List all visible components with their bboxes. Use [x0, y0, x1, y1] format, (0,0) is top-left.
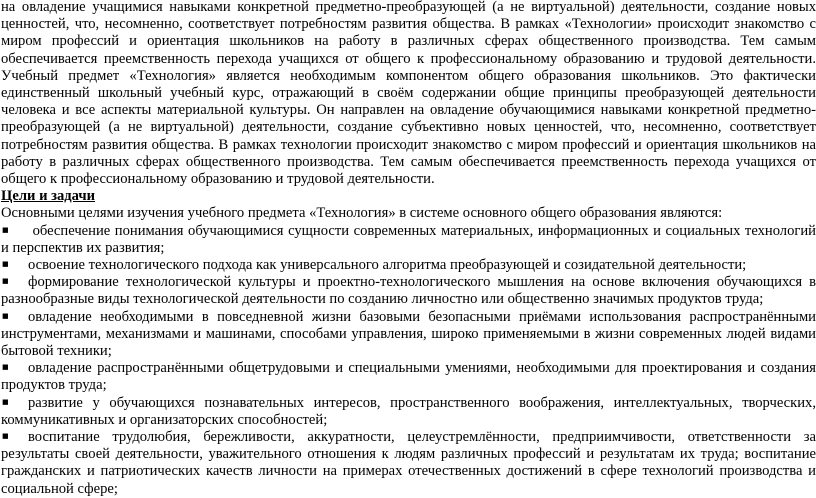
list-item-text: воспитание трудолюбия, бережливости, аккуратности, целеустремлённости, предприимчивости, ответственности за результаты своей деятельности, уважительного отношения к людям различных профессий и результатам их труда; воспитание гражданских и патриотических качеств личности на примерах отечественных достижений в сфере технологий производства и социальной сфере;: [1, 429, 816, 497]
section-heading: Цели и задачи: [1, 188, 96, 205]
list-item: [1, 309, 816, 361]
square-bullet-icon: ■: [2, 260, 9, 269]
list-item-text: формирование технологической культуры и проектно-технологического мышления на основе включения обучающихся в разнообразные виды технологической деятельности по созданию личностно или общественно значимых продуктов труда;: [1, 274, 816, 308]
list-item-text: овладение необходимыми в повседневной жизни базовыми безопасными приёмами использования распространёнными инструментами, механизмами и машинами, способами управления, широко применяемыми в жизни современных людей видами бытовой техники;: [1, 308, 816, 360]
goals-intro: Основными целями изучения учебного предмета «Технология» в системе основного общего образования являются:: [1, 205, 723, 222]
square-bullet-icon: ■: [2, 397, 9, 406]
square-bullet-icon: ■: [2, 277, 9, 286]
square-bullet-icon: ■: [2, 432, 9, 441]
list-item: [1, 360, 816, 394]
list-item: [1, 223, 816, 257]
list-item-text: овладение распространёнными общетрудовыми и специальными умениями, необходимыми для проектирования и создания продуктов труда;: [1, 360, 816, 394]
list-item: [1, 395, 816, 429]
document-page: [1, 0, 816, 498]
list-item-text: освоение технологического подхода как универсального алгоритма преобразующей и созидательной деятельности;: [28, 257, 747, 274]
list-item-text: обеспечение понимания обучающимися сущности современных материальных, информационных и социальных технологий и перспектив их развития;: [1, 222, 816, 256]
list-item-text: развитие у обучающихся познавательных интересов, пространственного воображения, интеллектуальных, творческих, коммуникативных и организаторских способностей;: [1, 394, 816, 428]
list-item: [1, 429, 816, 498]
list-item: [1, 274, 816, 308]
goals-list: [1, 223, 816, 498]
square-bullet-icon: ■: [2, 225, 9, 234]
square-bullet-icon: ■: [2, 311, 9, 320]
list-item: [1, 257, 816, 274]
square-bullet-icon: ■: [2, 363, 9, 372]
intro-paragraph: на овладение учащимися навыками конкретной предметно-преобразующей (а не виртуальной) деятельности, создание новых ценностей, что, несомненно, соответствует потребностям развития общества. В рамках «Технологии» происходит знакомство с миром профессий и ориентация школьников на работу в различных сферах общественного производства. Тем самым обеспечивается преемственность перехода учащихся от общего к профессиональному образованию и трудовой деятельности. Учебный предмет «Технология» является необходимым компонентом общего образования школьников. Это фактически единственный школьный учебный курс, отражающий в своём содержании общие принципы преобразующей деятельности человека и все аспекты материальной культуры. Он направлен на овладение обучающимися навыками конкретной предметно-преобразующей (а не виртуальной) деятельности, создание субъективно новых ценностей, что, несомненно, соответствует потребностям развития общества. В рамках технологии происходит знакомство с миром профессий и ориентация школьников на работу в различных сферах общественного производства. Тем самым обеспечивается преемственность перехода учащихся от общего к профессиональному образованию и трудовой деятельности.: [1, 0, 816, 188]
